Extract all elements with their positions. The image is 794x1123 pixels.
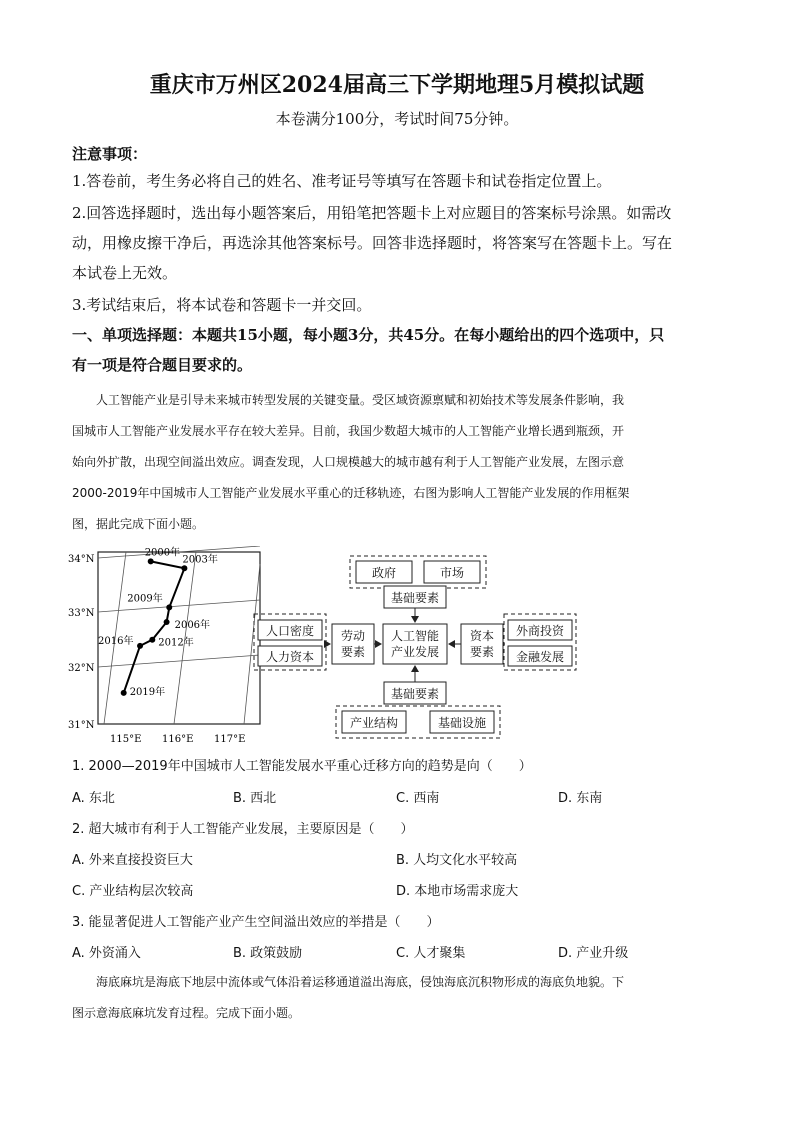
trajectory-year-label: 2019年 <box>129 686 166 698</box>
label-labor-elements-2: 要素 <box>340 645 366 659</box>
passage1-line-3: 始向外扩散，出现空间溢出效应。调查发现，人口规模越大的城市越有利于人工智能产业发展，左图示意 <box>72 455 625 469</box>
label-industrial-structure: 产业结构 <box>349 716 399 730</box>
trajectory-year-label: 2000年 <box>144 547 181 559</box>
passage1-line-4: 2000-2019年中国城市人工智能产业发展水平重心的迁移轨迹，右图为影响人工智能产业发展的作用框架 <box>72 486 630 500</box>
notice-item-2-line-1: 2.回答选择题时，选出每小题答案后，用铅笔把答题卡上对应题目的答案标号涂黑。如需改 <box>72 204 672 222</box>
notice-item-1: 1.答卷前，考生务必将自己的姓名、准考证号等填写在答题卡和试卷指定位置上。 <box>72 172 612 190</box>
trajectory-point <box>121 690 127 696</box>
parallel-33 <box>98 600 260 612</box>
notice-item-3: 3.考试结束后，将本试卷和答题卡一并交回。 <box>72 296 372 314</box>
q2-option-b[interactable]: B. 人均文化水平较高 <box>396 853 518 868</box>
q3-option-b[interactable]: B. 政策鼓励 <box>233 946 303 961</box>
section-heading-line-1: 一、单项选择题：本题共15小题，每小题3分，共45分。在每小题给出的四个选项中，只 <box>72 326 665 344</box>
q3-option-d[interactable]: D. 产业升级 <box>558 946 629 961</box>
q2-option-a[interactable]: A. 外来直接投资巨大 <box>72 853 193 868</box>
label-capital-elements: 资本 <box>469 629 495 643</box>
label-capital-elements-2: 要素 <box>469 645 495 659</box>
section-heading-line-2: 有一项是符合题目要求的。 <box>72 356 253 374</box>
trajectory-year-label: 2003年 <box>182 554 218 566</box>
trajectory-year-label: 2009年 <box>127 593 163 605</box>
q1-option-a[interactable]: A. 东北 <box>72 791 115 806</box>
trajectory-year-label: 2016年 <box>98 635 134 647</box>
label-labor-elements: 劳动 <box>340 629 366 643</box>
lat-label-33: 33°N <box>68 608 95 619</box>
lat-label-31: 31°N <box>68 720 95 731</box>
label-ai-industry: 人工智能 <box>390 629 440 643</box>
passage2-line-2: 图示意海底麻坑发育过程。完成下面小题。 <box>72 1006 301 1020</box>
trajectory-point <box>148 558 154 564</box>
q1-option-b[interactable]: B. 西北 <box>233 791 277 806</box>
lat-label-34: 34°N <box>68 554 95 565</box>
trajectory-year-label: 2012年 <box>158 637 194 649</box>
question-2-stem: 2. 超大城市有利于人工智能产业发展，主要原因是（ ） <box>72 822 414 837</box>
trajectory-point <box>137 643 143 649</box>
label-foreign-investment: 外商投资 <box>515 624 565 638</box>
label-financial-development: 金融发展 <box>515 650 565 664</box>
label-human-capital: 人力资本 <box>265 650 315 664</box>
trajectory-map <box>68 546 268 746</box>
trajectory-point <box>149 637 155 643</box>
q2-option-c[interactable]: C. 产业结构层次较高 <box>72 884 194 899</box>
label-bottom-basic-elements: 基础要素 <box>390 687 440 701</box>
label-population-density: 人口密度 <box>265 624 315 638</box>
parallel-32 <box>98 655 260 667</box>
notice-item-2-line-2: 动，用橡皮擦干净后，再选涂其他答案标号。回答非选择题时，将答案写在答题卡上。写在 <box>72 234 673 252</box>
q3-option-a[interactable]: A. 外资涌入 <box>72 946 141 961</box>
passage1-line-5: 图，据此完成下面小题。 <box>72 517 205 531</box>
label-government: 政府 <box>371 566 397 580</box>
notice-item-2-line-3: 本试卷上无效。 <box>72 264 178 282</box>
q1-option-d[interactable]: D. 东南 <box>558 791 603 806</box>
lat-label-32: 32°N <box>68 663 95 674</box>
label-market: 市场 <box>439 566 465 580</box>
notice-heading: 注意事项： <box>72 145 148 163</box>
q1-option-c[interactable]: C. 西南 <box>396 791 440 806</box>
framework-diagram <box>250 548 770 744</box>
passage1-line-1: 人工智能产业是引导未来城市转型发展的关键变量。受区域资源禀赋和初始技术等发展条件影响，我 <box>96 393 625 407</box>
trajectory-point <box>164 619 170 625</box>
label-infrastructure: 基础设施 <box>437 716 487 730</box>
passage1-line-2: 国城市人工智能产业发展水平存在较大差异。目前，我国少数超大城市的人工智能产业增长遇到瓶颈，开 <box>72 424 625 438</box>
lon-label-117: 117°E <box>214 734 246 745</box>
trajectory-year-label: 2006年 <box>174 620 211 632</box>
exam-info: 本卷满分100分，考试时间75分钟。 <box>275 110 519 128</box>
lon-label-116: 116°E <box>162 734 194 745</box>
q3-option-c[interactable]: C. 人才聚集 <box>396 946 466 961</box>
question-3-stem: 3. 能显著促进人工智能产业产生空间溢出效应的举措是（ ） <box>72 915 440 930</box>
passage2-line-1: 海底麻坑是海底下地层中流体或气体沿着运移通道溢出海底，侵蚀海底沉积物形成的海底负地貌。下 <box>96 975 625 989</box>
lon-label-115: 115°E <box>110 734 142 745</box>
label-top-basic-elements: 基础要素 <box>390 591 440 605</box>
q2-option-d[interactable]: D. 本地市场需求庞大 <box>396 884 519 899</box>
question-1-stem: 1. 2000—2019年中国城市人工智能发展水平重心迁移方向的趋势是向（ ） <box>72 759 532 774</box>
label-ai-industry-2: 产业发展 <box>390 645 440 659</box>
trajectory-point <box>181 565 187 571</box>
trajectory-point <box>166 604 172 610</box>
page-title: 重庆市万州区2024届高三下学期地理5月模拟试题 <box>149 72 645 98</box>
